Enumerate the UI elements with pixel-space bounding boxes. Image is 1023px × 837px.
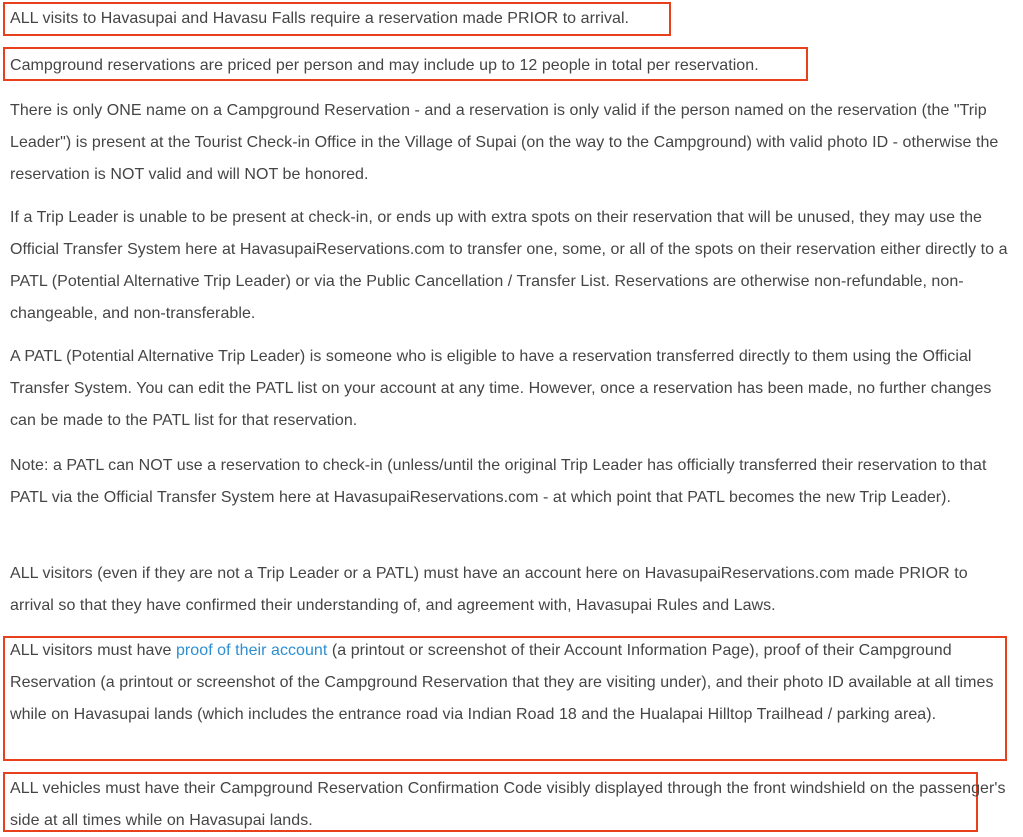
- rule-patl-note: Note: a PATL can NOT use a reservation to check-in (unless/until the original Trip Leader has officially transferred their reservation to that PATL via the Official Transfer System here at HavasupaiReservations.com - at which point that PATL becomes the new Trip Leader).: [10, 457, 987, 506]
- rule-visitor-accounts: ALL visitors (even if they are not a Trip Leader or a PATL) must have an account here on HavasupaiReservations.com made PRIOR to arrival so that they have confirmed their understanding of, and agreement with, Havasupai Rules and Laws.: [10, 565, 968, 614]
- rule-pricing: Campground reservations are priced per person and may include up to 12 people in total per reservation.: [10, 57, 759, 74]
- rule-vehicle-code: ALL vehicles must have their Campground Reservation Confirmation Code visibly displayed through the front windshield on the passenger's side at all times while on Havasupai lands.: [10, 780, 1006, 829]
- proof-of-account-link[interactable]: proof of their account: [175, 642, 328, 659]
- rule-transfer-system: If a Trip Leader is unable to be present at check-in, or ends up with extra spots on their reservation that will be unused, they may use the Official Transfer System here at HavasupaiReservations.com to transfer one, some, or all of the spots on their reservation either directly to a PATL (Potential Alternative Trip Leader) or via the Public Cancellation / Transfer List. Reservations are otherwise non-refundable, non-changeable, and non-transferable.: [10, 209, 1008, 322]
- rule-proof-documents: [10, 635, 1010, 731]
- rule-visits-reservation: ALL visits to Havasupai and Havasu Falls require a reservation made PRIOR to arrival.: [10, 10, 630, 27]
- rule-trip-leader: There is only ONE name on a Campground Reservation - and a reservation is only valid if the person named on the reservation (the "Trip Leader") is present at the Tourist Check-in Office in the Village of Supai (on the way to the Campground) with valid photo ID - otherwise the reservation is NOT valid and will NOT be honored.: [10, 102, 999, 183]
- rule-patl-definition: A PATL (Potential Alternative Trip Leader) is someone who is eligible to have a reservation transferred directly to them using the Official Transfer System. You can edit the PATL list on your account at any time. However, once a reservation has been made, no further changes can be made to the PATL list for that reservation.: [10, 348, 992, 429]
- rule-proof-text-end: (a printout or screenshot of their Account Information Page), proof of their Campground Reservation (a printout or screenshot of the Campground Reservation that they are visiting under), and their photo ID available at all times while on Havasupai lands (which includes the entrance road via Indian Road 18 and the Hualapai Hilltop Trailhead / parking area).: [10, 642, 994, 723]
- rule-proof-text-start: ALL visitors must have: [10, 642, 176, 659]
